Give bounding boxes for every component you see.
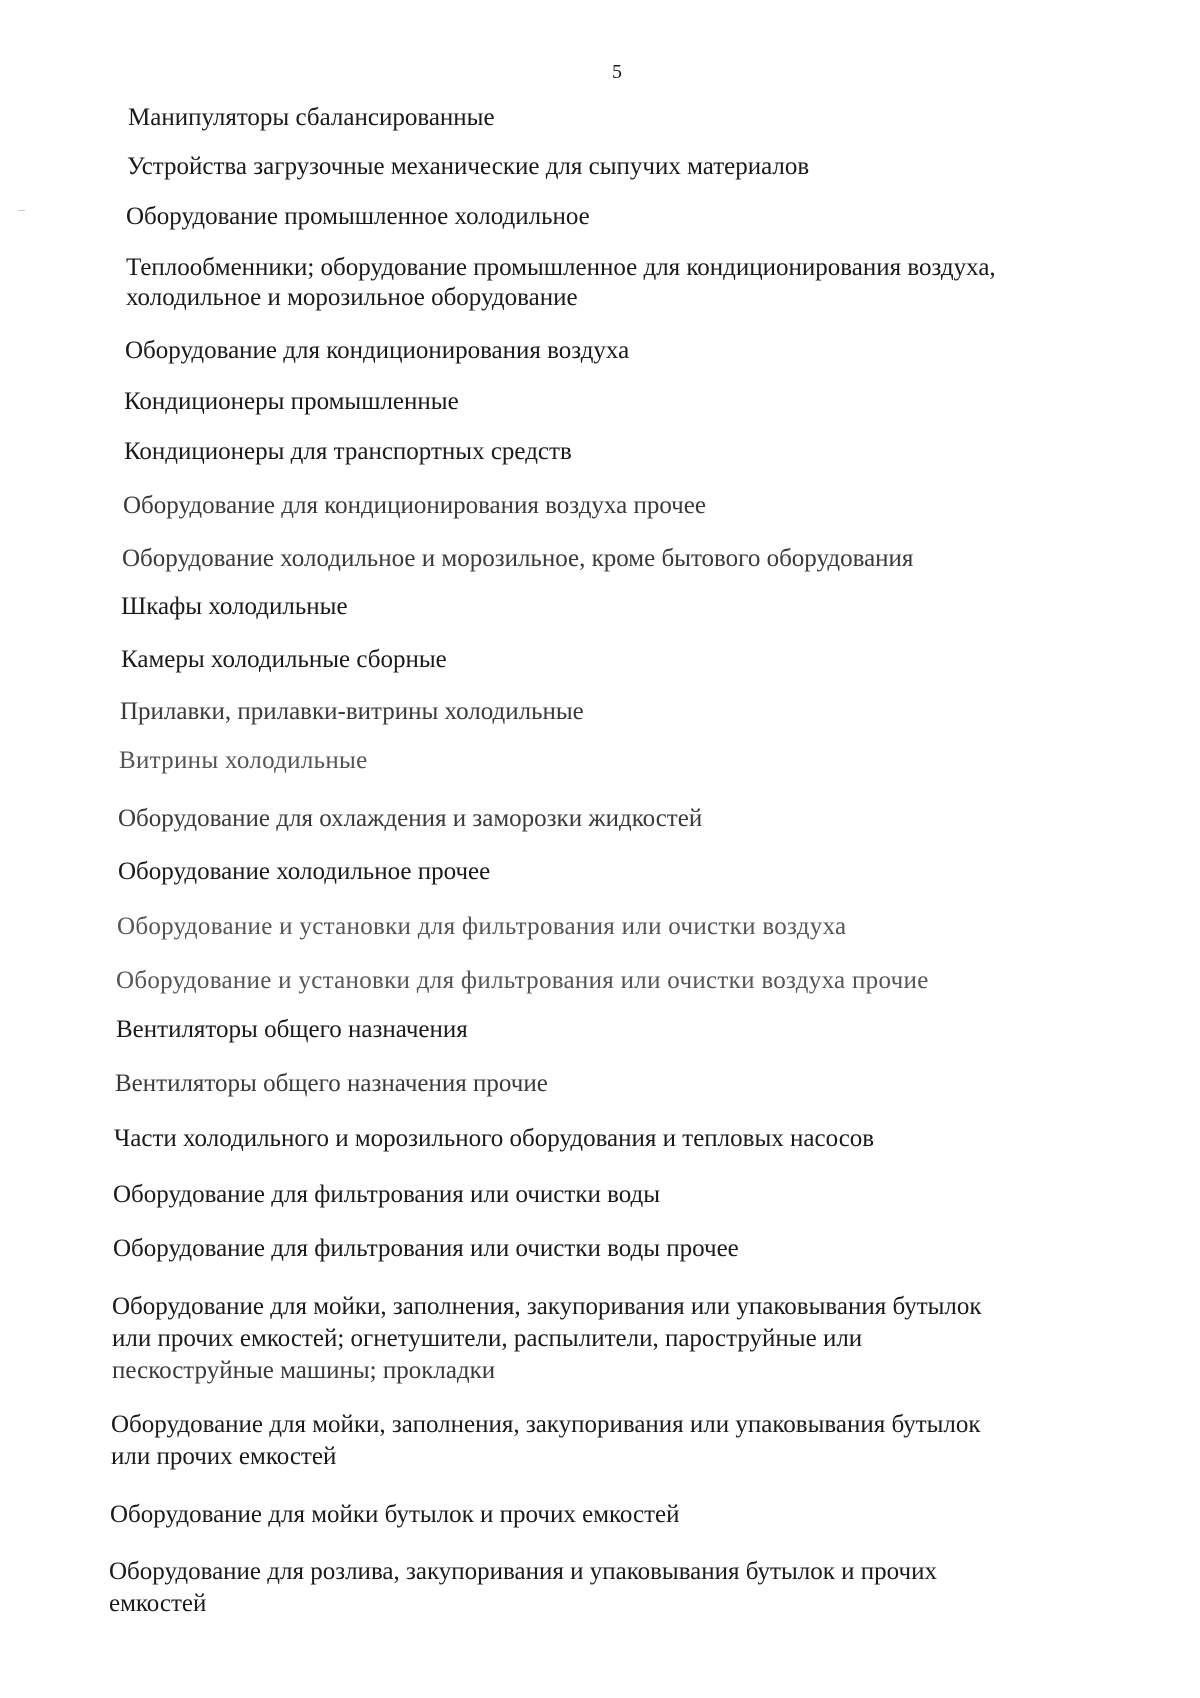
item-line: Вентиляторы общего назначения [116, 1016, 468, 1043]
item-line: Оборудование и установки для фильтрования или очистки воздуха [117, 913, 847, 940]
list-item [126, 202, 1146, 231]
list-item [124, 437, 1144, 466]
item-line: Вентиляторы общего назначения прочие [115, 1070, 548, 1097]
item-line: пескоструйные машины; прокладки [112, 1357, 496, 1384]
list-item [125, 336, 1145, 365]
list-item [121, 645, 1141, 674]
list-item [128, 103, 1148, 132]
list-item [119, 746, 1139, 775]
scan-artifact [18, 210, 25, 211]
list-item [118, 857, 1138, 886]
item-line: Кондиционеры для транспортных средств [124, 438, 572, 465]
list-item [113, 1180, 1133, 1209]
item-line: Оборудование для фильтрования или очистки воды прочее [113, 1235, 739, 1262]
list-item [116, 1015, 1136, 1044]
list-item [117, 912, 1137, 941]
list-item [114, 1124, 1134, 1153]
list-item [115, 1069, 1135, 1098]
item-line: Оборудование для кондиционирования воздуха [125, 337, 630, 364]
item-line: Оборудование для розлива, закупоривания и упаковывания бутылок и прочих [109, 1558, 937, 1585]
item-line: Теплообменники; оборудование промышленное для кондиционирования воздуха, [126, 254, 996, 281]
item-line: Оборудование холодильное и морозильное, кроме бытового оборудования [122, 545, 914, 572]
item-line: Оборудование холодильное прочее [118, 858, 491, 885]
item-line: Устройства загрузочные механические для сыпучих материалов [127, 153, 810, 180]
list-item [127, 152, 1147, 181]
item-line: Манипуляторы сбалансированные [128, 104, 495, 131]
list-item [110, 1500, 1130, 1529]
item-line: Оборудование для мойки, заполнения, закупоривания или упаковывания бутылок [111, 1411, 981, 1438]
list-item [121, 592, 1141, 621]
item-line: емкостей [109, 1590, 207, 1617]
list-item [122, 544, 1142, 573]
list-item [120, 697, 1140, 726]
list-item [126, 253, 1146, 313]
item-line: или прочих емкостей; огнетушители, распылители, пароструйные или [112, 1325, 863, 1352]
item-line: Оборудование для кондиционирования воздуха прочее [123, 492, 706, 519]
item-line: Оборудование для фильтрования или очистки воды [113, 1181, 661, 1208]
list-item [113, 1234, 1133, 1263]
item-line: Прилавки, прилавки-витрины холодильные [120, 698, 584, 725]
item-line: холодильное и морозильное оборудование [126, 284, 578, 311]
item-line: Оборудование промышленное холодильное [126, 203, 590, 230]
item-line: Оборудование для мойки, заполнения, закупоривания или упаковывания бутылок [112, 1293, 982, 1320]
list-item [124, 387, 1144, 416]
list-item [118, 804, 1138, 833]
item-line: или прочих емкостей [111, 1443, 337, 1470]
list-item [111, 1409, 1131, 1473]
list-item [123, 491, 1143, 520]
item-line: Камеры холодильные сборные [121, 646, 447, 673]
item-line: Витрины холодильные [119, 747, 368, 774]
item-line: Оборудование и установки для фильтрования или очистки воздуха прочие [116, 967, 929, 994]
item-line: Оборудование для мойки бутылок и прочих емкостей [110, 1501, 680, 1528]
item-line: Части холодильного и морозильного оборудования и тепловых насосов [114, 1125, 875, 1152]
list-item [116, 966, 1136, 995]
item-line: Оборудование для охлаждения и заморозки жидкостей [118, 805, 703, 832]
item-line: Кондиционеры промышленные [124, 388, 459, 415]
item-line: Шкафы холодильные [121, 593, 348, 620]
list-item [109, 1556, 1129, 1620]
page-number: 5 [612, 61, 622, 83]
list-item [112, 1291, 1132, 1387]
